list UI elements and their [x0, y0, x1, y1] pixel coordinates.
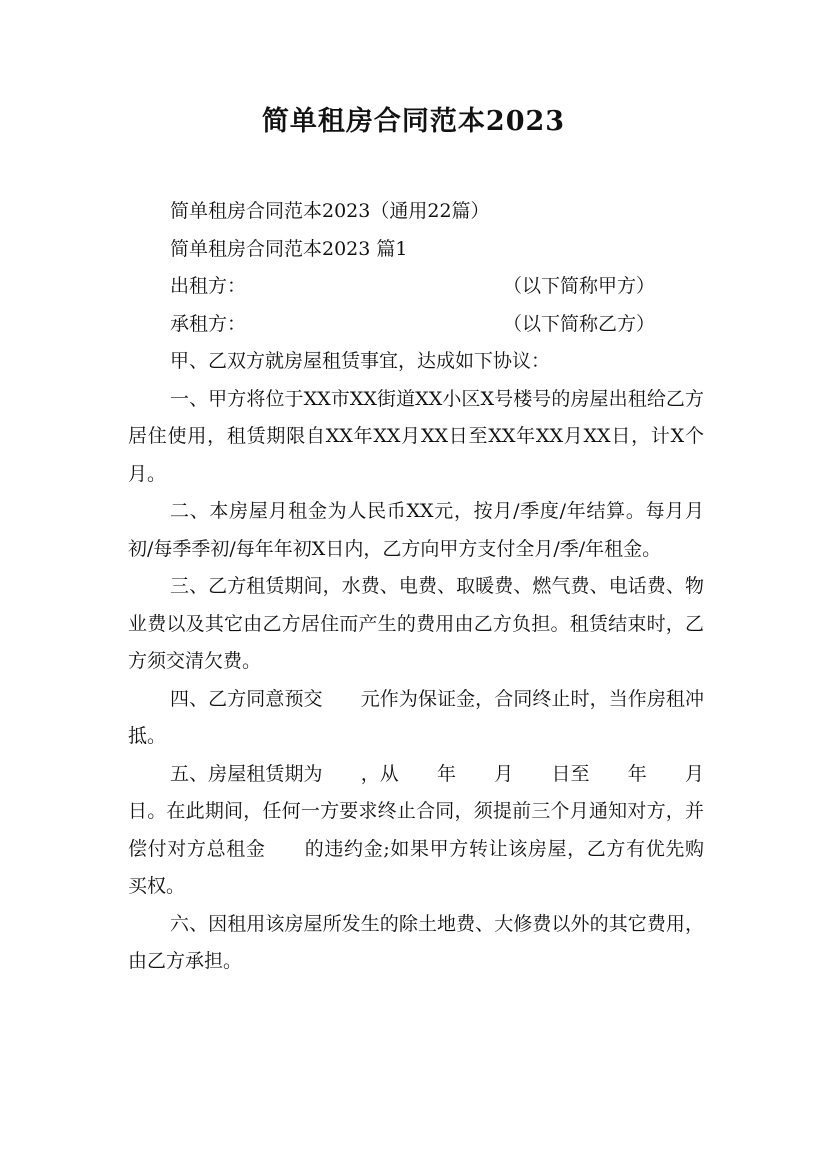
lessee-label: 承租方：	[170, 312, 247, 335]
lessor-label: 出租方：	[170, 275, 247, 297]
clause-paragraph-4: 四、乙方同意预交 元作为保证金，合同终止时，当作房租冲抵。	[128, 687, 704, 747]
document-subtitle: 简单租房合同范本2023（通用22篇）	[170, 200, 490, 222]
part-heading: 简单租房合同范本2023 篇1	[170, 237, 408, 260]
clause-paragraph-1: 一、甲方将位于XX市XX街道XX小区X号楼号的房屋出租给乙方居住使用，租赁期限自XX年XX月XX日至XX年XX月XX日，计X个月。	[128, 387, 704, 485]
document-title: 简单租房合同范本2023	[261, 106, 566, 137]
lessor-note: （以下简称甲方）	[503, 275, 656, 297]
lessee-note: （以下简称乙方）	[503, 312, 656, 335]
clause-paragraph-2: 二、本房屋月租金为人民币XX元，按月/季度/年结算。每月月初/每季季初/每年年初X日内，乙方向甲方支付全月/季/年租金。	[128, 500, 704, 560]
clause-paragraph-6: 六、因租用该房屋所发生的除土地费、大修费以外的其它费用，由乙方承担。	[128, 912, 704, 972]
intro-paragraph: 甲、乙双方就房屋租赁事宜，达成如下协议：	[170, 350, 551, 372]
clause-paragraph-5: 五、房屋租赁期为 ，从 年 月 日至 年 月 日。在此期间，任何一方要求终止合同，须提前三个月通知对方，并偿付对方总租金 的违约金;如果甲方转让该房屋，乙方有优先购买权。	[128, 762, 743, 897]
clause-paragraph-3: 三、乙方租赁期间，水费、电费、取暖费、燃气费、电话费、物业费以及其它由乙方居住而产生的费用由乙方负担。租赁结束时，乙方须交清欠费。	[128, 575, 704, 672]
document-body	[128, 193, 743, 981]
lessor-line	[128, 268, 704, 306]
lessee-line	[128, 306, 704, 344]
